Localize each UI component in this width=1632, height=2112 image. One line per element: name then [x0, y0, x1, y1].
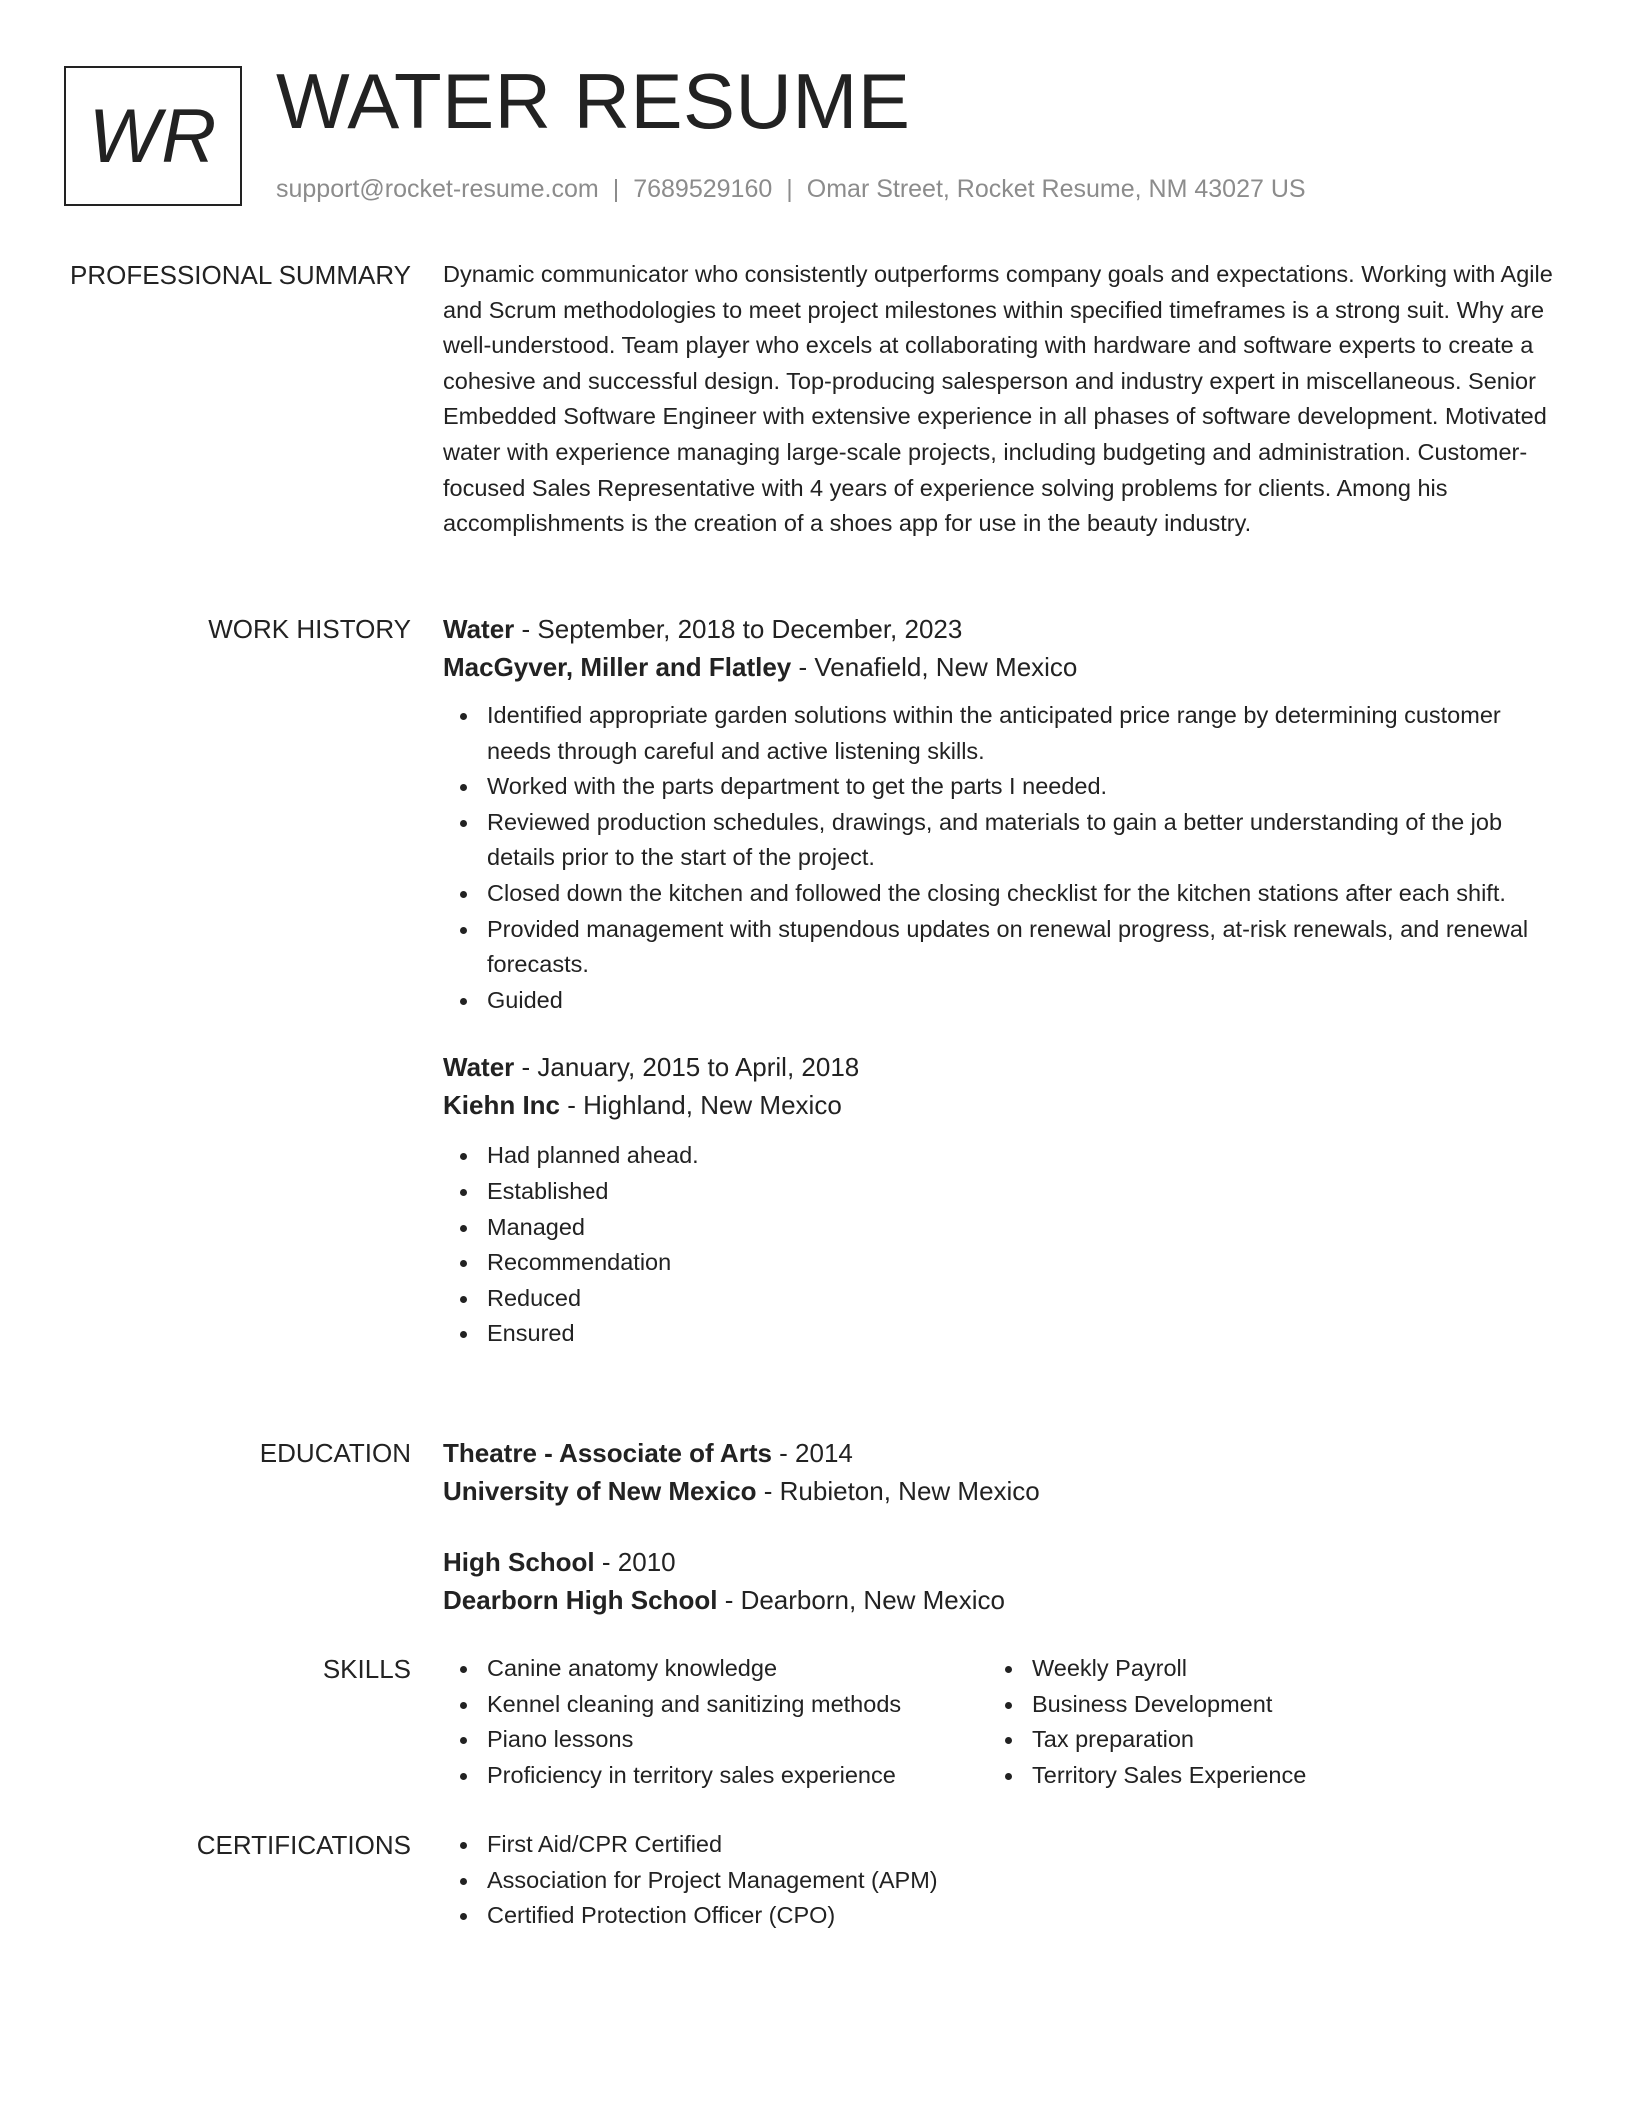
section-label-summary: PROFESSIONAL SUMMARY [70, 260, 411, 290]
job-title-line [443, 610, 1553, 648]
job-title: Water [443, 1052, 515, 1083]
section-label-certifications: CERTIFICATIONS [196, 1830, 411, 1860]
job-dates: - January, 2015 to April, 2018 [514, 1052, 860, 1083]
certification-item: Certified Protection Officer (CPO) [487, 1898, 1553, 1934]
certification-item: Association for Project Management (APM) [487, 1863, 1553, 1899]
education-year: - 2010 [594, 1547, 676, 1577]
skill-item: Proficiency in territory sales experience [487, 1758, 988, 1794]
job-dates: - September, 2018 to December, 2023 [514, 614, 963, 644]
job-location: - Highland, New Mexico [560, 1090, 842, 1121]
job-bullet: Ensured [487, 1316, 1553, 1352]
education-entry [443, 1434, 1553, 1510]
education-school-line [443, 1472, 1553, 1510]
monogram-box [64, 66, 242, 206]
job-company: MacGyver, Miller and Flatley [443, 652, 792, 682]
contact-separator: | [612, 175, 620, 203]
job-bullet: Managed [487, 1210, 1553, 1246]
education-degree: High School [443, 1547, 595, 1577]
job-bullet: Recommendation [487, 1245, 1553, 1281]
skills-list-right [988, 1651, 1533, 1793]
job-bullet: Provided management with stupendous updates on renewal progress, at-risk renewals, and renewal forecasts. [487, 912, 1553, 983]
contact-email: support@rocket-resume.com [276, 175, 599, 203]
education-degree-line [443, 1543, 1553, 1581]
job-bullet: Worked with the parts department to get the parts I needed. [487, 769, 1553, 805]
work-history-body [443, 610, 1553, 1352]
education-location: - Dearborn, New Mexico [717, 1585, 1006, 1615]
skill-item: Canine anatomy knowledge [487, 1651, 988, 1687]
job-bullet: Closed down the kitchen and followed the closing checklist for the kitchen stations after each shift. [487, 876, 1553, 912]
skill-item: Weekly Payroll [1032, 1651, 1533, 1687]
job-bullet: Established [487, 1174, 1553, 1210]
education-school: Dearborn High School [443, 1585, 718, 1615]
skills-list-left [443, 1651, 988, 1793]
contact-line [276, 174, 1306, 204]
certifications-list [443, 1827, 1553, 1934]
job-title-line [443, 1048, 1553, 1086]
education-location: - Rubieton, New Mexico [756, 1476, 1040, 1506]
job-bullets [443, 698, 1553, 1018]
job-bullet: Guided [487, 983, 1553, 1019]
job-company: Kiehn Inc [443, 1090, 561, 1121]
skill-item: Territory Sales Experience [1032, 1758, 1533, 1794]
job-bullet: Reviewed production schedules, drawings, and materials to gain a better understanding of the job details prior to the start of the project. [487, 805, 1553, 876]
summary-body [443, 258, 1553, 542]
contact-address: Omar Street, Rocket Resume, NM 43027 US [806, 175, 1306, 203]
contact-separator: | [786, 175, 793, 203]
job-bullet: Identified appropriate garden solutions within the anticipated price range by determining customer needs through careful and active listening skills. [487, 698, 1553, 769]
education-entry [443, 1543, 1553, 1619]
summary-text: Dynamic communicator who consistently outperforms company goals and expectations. Working with Agile and Scrum methodologies to meet project milestones within specified timeframes is a strong suit. Why are well-understood. Team player who excels at collaborating with hardware and software experts to create a cohesive and successful design. Top-producing salesperson and industry expert in miscellaneous. Senior Embedded Software Engineer with extensive experience in all phases of software development. Motivated water with experience managing large-scale projects, including budgeting and administration. Customer-focused Sales Representative with 4 years of experience solving problems for clients. Among his accomplishments is the creation of a shoes app for use in the beauty industry. [443, 261, 1553, 537]
education-school-line [443, 1581, 1553, 1619]
skills-body [443, 1651, 1553, 1793]
job-bullet: Had planned ahead. [487, 1138, 1553, 1174]
education-degree: Theatre - Associate of Arts [443, 1438, 772, 1468]
education-school: University of New Mexico [443, 1476, 757, 1506]
skills-column-left [443, 1651, 988, 1793]
job-company-line [443, 1086, 1553, 1124]
skills-column-right [988, 1651, 1533, 1793]
education-body [443, 1434, 1553, 1619]
candidate-name: WATER RESUME [276, 57, 911, 145]
job-bullets [443, 1138, 1553, 1352]
job-bullet: Reduced [487, 1281, 1553, 1317]
education-degree-line [443, 1434, 1553, 1472]
skill-item: Kennel cleaning and sanitizing methods [487, 1687, 988, 1723]
job-location: - Venafield, New Mexico [791, 652, 1078, 682]
skill-item: Piano lessons [487, 1722, 988, 1758]
job-entry [443, 610, 1553, 1018]
skill-item: Business Development [1032, 1687, 1533, 1723]
section-label-work-history: WORK HISTORY [208, 614, 411, 644]
job-title: Water [443, 614, 515, 644]
skills-columns [443, 1651, 1553, 1793]
monogram-initials: WR [88, 93, 218, 179]
education-year: - 2014 [771, 1438, 853, 1468]
contact-phone: 7689529160 [633, 175, 773, 203]
certification-item: First Aid/CPR Certified [487, 1827, 1553, 1863]
job-entry [443, 1048, 1553, 1352]
job-company-line [443, 648, 1553, 686]
section-label-education: EDUCATION [259, 1438, 411, 1468]
section-label-skills: SKILLS [322, 1654, 411, 1684]
skill-item: Tax preparation [1032, 1722, 1533, 1758]
certifications-body [443, 1827, 1553, 1934]
